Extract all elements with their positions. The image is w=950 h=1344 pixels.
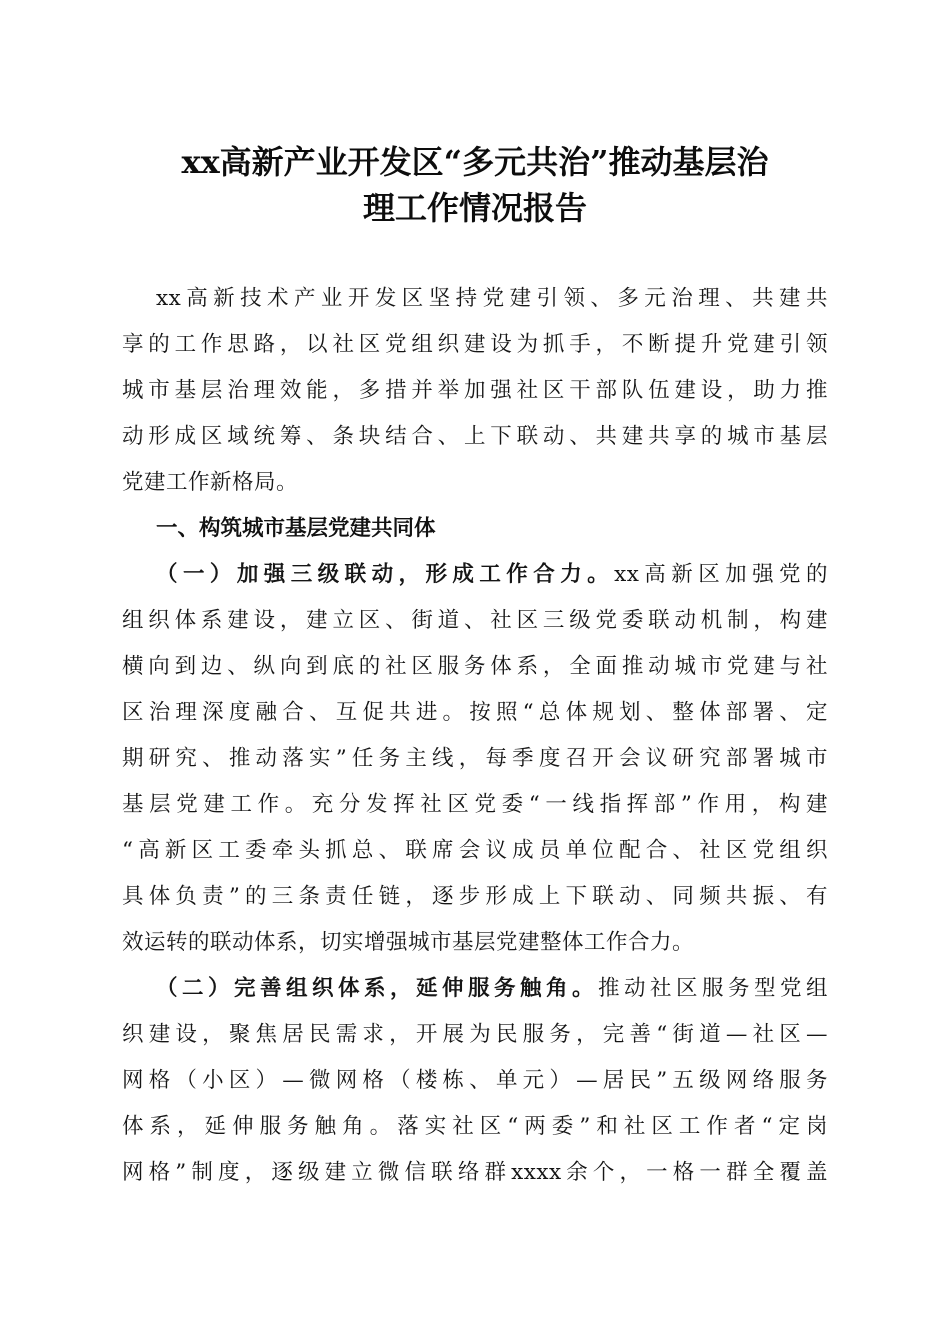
paragraph-text: 推动社区服务型党组 (597, 976, 828, 1001)
subsection-lead: （二）完善组织体系，延伸服务触角。 (156, 976, 598, 1001)
paragraph-line: 体系，延伸服务触角。落实社区“两委”和社区工作者“定岗 (122, 1114, 828, 1139)
paragraph-line: “高新区工委牵头抓总、联席会议成员单位配合、社区党组织 (122, 838, 828, 863)
intro-line: 党建工作新格局。 (122, 470, 299, 495)
paragraph-text: xx高新区加强党的 (614, 562, 828, 587)
subsection-lead: （一）加强三级联动，形成工作合力。 (156, 562, 615, 587)
paragraph-line: 网格（小区）—微网格（楼栋、单元）—居民”五级网络服务 (122, 1068, 828, 1093)
paragraph-line: 期研究、推动落实”任务主线，每季度召开会议研究部署城市 (122, 746, 828, 771)
intro-line: 城市基层治理效能，多措并举加强社区干部队伍建设，助力推 (122, 378, 828, 403)
paragraph-line: 区治理深度融合、互促共进。按照“总体规划、整体部署、定 (122, 700, 828, 725)
intro-line: xx高新技术产业开发区坚持党建引领、多元治理、共建共 (156, 286, 828, 311)
paragraph-line (156, 966, 828, 1012)
intro-line: 动形成区域统筹、条块结合、上下联动、共建共享的城市基层 (122, 424, 828, 449)
paragraph-line: 组织体系建设，建立区、街道、社区三级党委联动机制，构建 (122, 608, 828, 633)
paragraph-line: 具体负责”的三条责任链，逐步形成上下联动、同频共振、有 (122, 884, 828, 909)
paragraph-line: 基层党建工作。充分发挥社区党委“一线指挥部”作用，构建 (122, 792, 828, 817)
document-title-line-2: 理工作情况报告 (362, 189, 587, 227)
paragraph-line: 网格”制度，逐级建立微信联络群xxxx余个，一格一群全覆盖 (122, 1160, 828, 1185)
paragraph-line: 横向到边、纵向到底的社区服务体系，全面推动城市党建与社 (122, 654, 828, 679)
document-title-line-1: xx高新产业开发区“多元共治”推动基层治 (181, 143, 769, 181)
section-heading: 一、构筑城市基层党建共同体 (156, 516, 436, 541)
paragraph-line: 织建设，聚焦居民需求，开展为民服务，完善“街道—社区— (122, 1022, 828, 1047)
paragraph-line: 效运转的联动体系，切实增强城市基层党建整体工作合力。 (122, 930, 695, 955)
intro-line: 享的工作思路，以社区党组织建设为抓手，不断提升党建引领 (122, 332, 828, 357)
paragraph-line (156, 552, 828, 598)
